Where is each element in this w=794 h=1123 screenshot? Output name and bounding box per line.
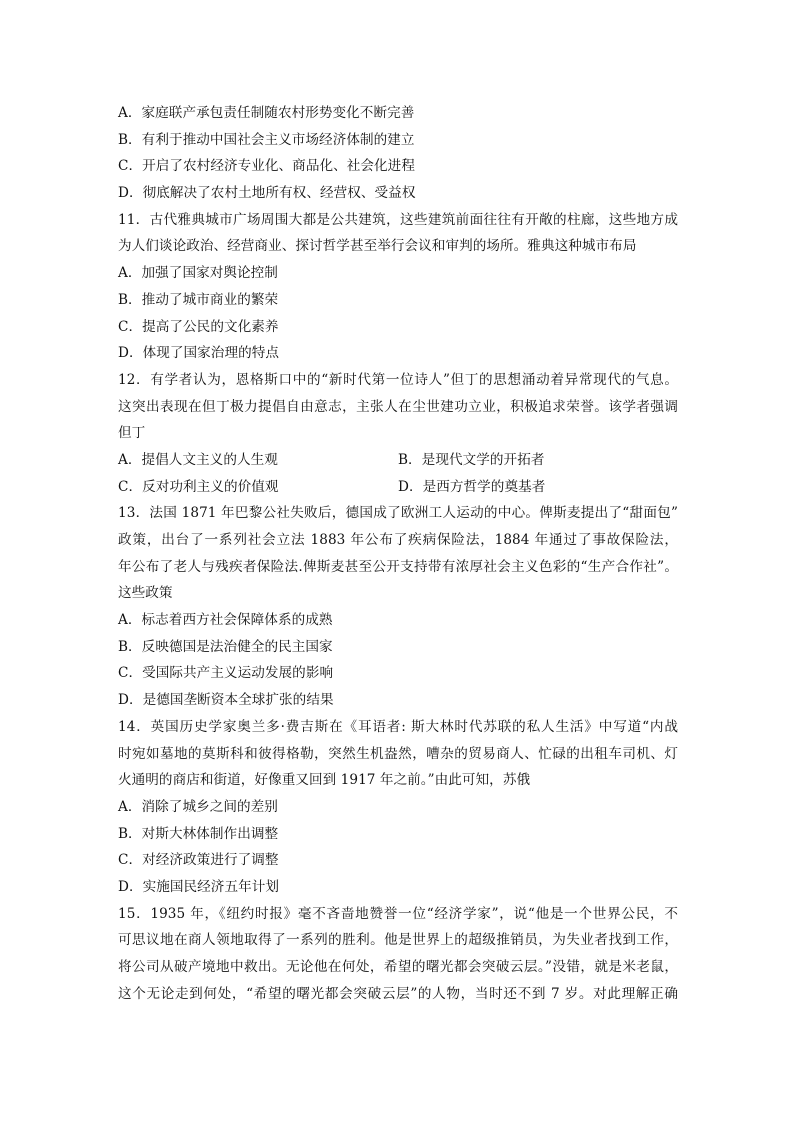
question-12-stem-line: 12．有学者认为，恩格斯口中的“新时代第一位诗人”但丁的思想涌动着异常现代的气息。 (118, 371, 678, 388)
option-row (118, 447, 678, 474)
question-12-stem-line: 这突出表现在但丁极力提倡自由意志，主张人在尘世建功立业，积极追求荣誉。该学者强调 (118, 398, 678, 415)
option-14-a: A．消除了城乡之间的差别 (118, 798, 278, 815)
option-14-b: B．对斯大林体制作出调整 (118, 825, 279, 842)
question-15-stem-line: 15．1935 年，《纽约时报》毫不吝啬地赞誉一位“经济学家”，说“他是一个世界公民，不 (118, 905, 678, 922)
question-11 (118, 207, 678, 367)
option-12-c: C．反对功利主义的价值观 (118, 478, 279, 495)
option-11-b: B．推动了城市商业的繁荣 (118, 291, 279, 308)
option-10-d: D．彻底解决了农村土地所有权、经营权、受益权 (118, 185, 416, 202)
question-13-stem-line: 政策，出台了一系列社会立法 1883 年公布了疾病保险法，1884 年通过了事故保险法， (118, 532, 678, 548)
option-12-d: D．是西方哲学的奠基者 (398, 478, 546, 495)
question-12 (118, 367, 678, 500)
option-13-c: C．受国际共产主义运动发展的影响 (118, 665, 334, 682)
question-10-options (118, 100, 678, 207)
option-13-a: A．标志着西方社会保障体系的成熟 (118, 612, 333, 629)
option-12-a: A．提倡人文主义的人生观 (118, 451, 278, 468)
question-13-stem-line: 13．法国 1871 年巴黎公社失败后，德国成了欧洲工人运动的中心。俾斯麦提出了“甜面包” (118, 505, 678, 522)
exam-page (118, 100, 678, 1007)
question-13-stem-line: 这些政策 (118, 585, 173, 602)
question-13-stem-line: 年公布了老人与残疾者保险法.俾斯麦甚至公开支持带有浓厚社会主义色彩的“生产合作社”。 (118, 558, 678, 575)
option-10-b: B．有利于推动中国社会主义市场经济体制的建立 (118, 131, 415, 148)
option-14-c: C．对经济政策进行了调整 (118, 852, 279, 869)
question-11-stem-line: 11．古代雅典城市广场周围大都是公共建筑，这些建筑前面往往有开敞的柱廊，这些地方成 (118, 211, 678, 228)
option-13-b: B．反映德国是法治健全的民主国家 (118, 638, 333, 655)
question-14 (118, 714, 678, 901)
question-14-stem-line: 火通明的商店和街道，好像重又回到 1917 年之前。”由此可知，苏俄 (118, 772, 531, 789)
question-15-stem-line: 将公司从破产境地中救出。无论他在何处，希望的曙光都会突破云层。”没错，就是米老鼠， (118, 959, 678, 975)
question-15-stem-line: 可思议地在商人领地取得了一系列的胜利。他是世界上的超级推销员，为失业者找到工作， (118, 932, 678, 949)
question-11-stem-line: 为人们谈论政治、经营商业、探讨哲学甚至举行会议和审判的场所。雅典这种城市布局 (118, 238, 637, 255)
option-10-a: A．家庭联产承包责任制随农村形势变化不断完善 (118, 105, 415, 121)
option-11-a: A．加强了国家对舆论控制 (118, 265, 278, 282)
question-14-stem-line: 时宛如墓地的莫斯科和彼得格勒，突然生机盎然，嘈杂的贸易商人、忙碌的出租车司机、灯 (118, 745, 678, 762)
question-12-stem-line: 但丁 (118, 425, 146, 442)
option-13-d: D．是德国垄断资本全球扩张的结果 (118, 692, 334, 709)
option-row (118, 474, 678, 501)
option-11-d: D．体现了国家治理的特点 (118, 345, 280, 362)
question-15-stem-line: 这个无论走到何处，“希望的曙光都会突破云层”的人物，当时还不到 7 岁。对此理解正确 (118, 985, 678, 1002)
option-14-d: D．实施国民经济五年计划 (118, 878, 280, 895)
question-13 (118, 500, 678, 714)
question-15 (118, 901, 678, 1008)
option-11-c: C．提高了公民的文化素养 (118, 318, 279, 335)
option-12-b: B．是现代文学的开拓者 (398, 451, 545, 468)
option-10-c: C．开启了农村经济专业化、商品化、社会化进程 (118, 158, 415, 175)
question-14-stem-line: 14．英国历史学家奥兰多·费吉斯在《耳语者: 斯大林时代苏联的私人生活》中写道“内战 (118, 718, 678, 735)
